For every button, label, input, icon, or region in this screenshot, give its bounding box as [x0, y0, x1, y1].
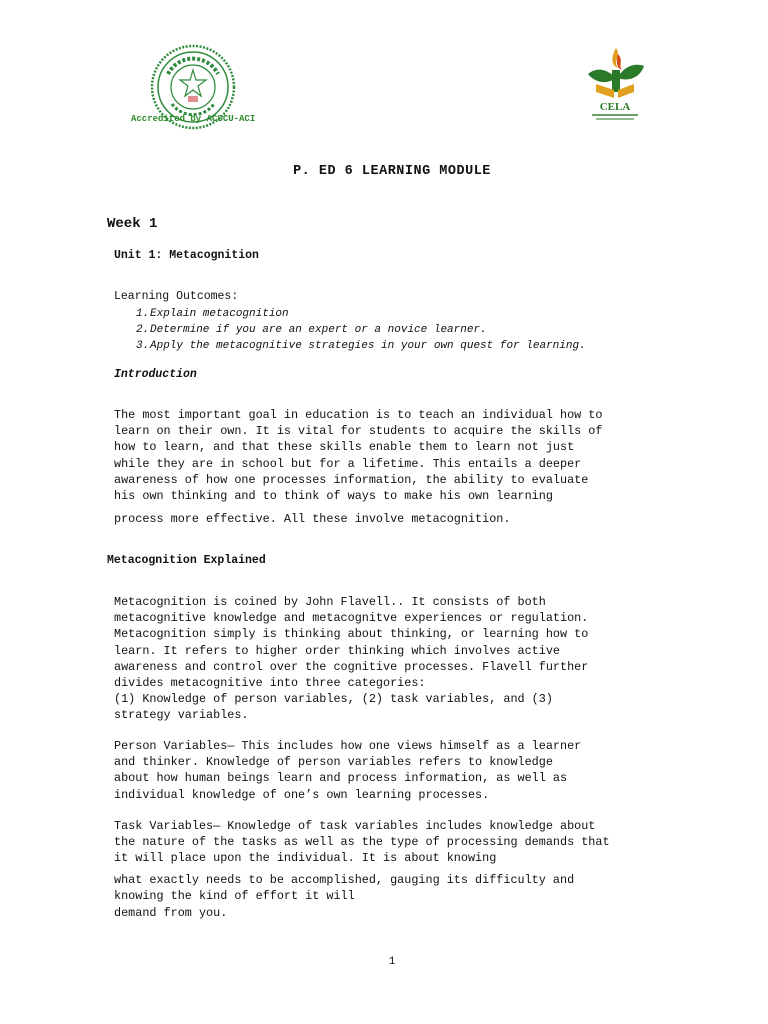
week-heading: Week 1	[107, 216, 158, 232]
accreditation-text: Accredited by ACSCU-ACI	[131, 114, 256, 124]
list-item: 3.Apply the metacognitive strategies in your own quest for learning.	[136, 340, 586, 352]
task-variables-paragraph-end: demand from you.	[114, 906, 228, 920]
metacognition-paragraph: Metacognition is coined by John Flavell.. It consists of both metacognitive knowledge and metacognitve experiences or regulation. Metacognition simply is thinking about thinking, or learning how to learn. It refers to higher order thinking which involves active awareness and control over the cognitive processes. Flavell further divides metacognitive into three categories: (1) Knowledge of person variables, (2) task variables, and (3) strategy variables.	[114, 595, 589, 723]
person-variables-paragraph: Person Variables— This includes how one views himself as a learner and thinker. Knowledge of person variables refers to knowledge about how human beings learn and process information, as well as individual knowledge of one’s own learning processes.	[114, 739, 582, 802]
introduction-paragraph-end: process more effective. All these involve metacognition.	[114, 512, 511, 526]
svg-text:CELA: CELA	[599, 101, 631, 113]
list-item: 2.Determine if you are an expert or a novice learner.	[136, 324, 487, 336]
learning-outcomes-list	[136, 306, 586, 354]
task-variables-paragraph: Task Variables— Knowledge of task variables includes knowledge about the nature of the tasks as well as the type of processing demands that it will place upon the individual. It is about knowing	[114, 819, 610, 866]
list-item: 1.Explain metacognition	[136, 308, 289, 320]
task-variables-paragraph-cont: what exactly needs to be accomplished, gauging its difficulty and knowing the kind of effort it will	[114, 873, 575, 904]
module-title: P. ED 6 LEARNING MODULE	[293, 164, 491, 179]
introduction-heading: Introduction	[114, 368, 197, 381]
metacognition-heading: Metacognition Explained	[107, 554, 266, 567]
unit-heading: Unit 1: Metacognition	[114, 249, 259, 262]
learning-outcomes-heading: Learning Outcomes:	[114, 290, 239, 303]
page-number: 1	[388, 956, 396, 968]
cela-logo	[582, 44, 648, 126]
introduction-paragraph: The most important goal in education is to teach an individual how to learn on their own. It is vital for students to acquire the skills of how to learn, and that these skills enable them to learn not just while they are in school but for a lifetime. This entails a deeper awareness of how one processes information, the ability to evaluate his own thinking and to think of ways to make his own learning	[114, 408, 603, 504]
